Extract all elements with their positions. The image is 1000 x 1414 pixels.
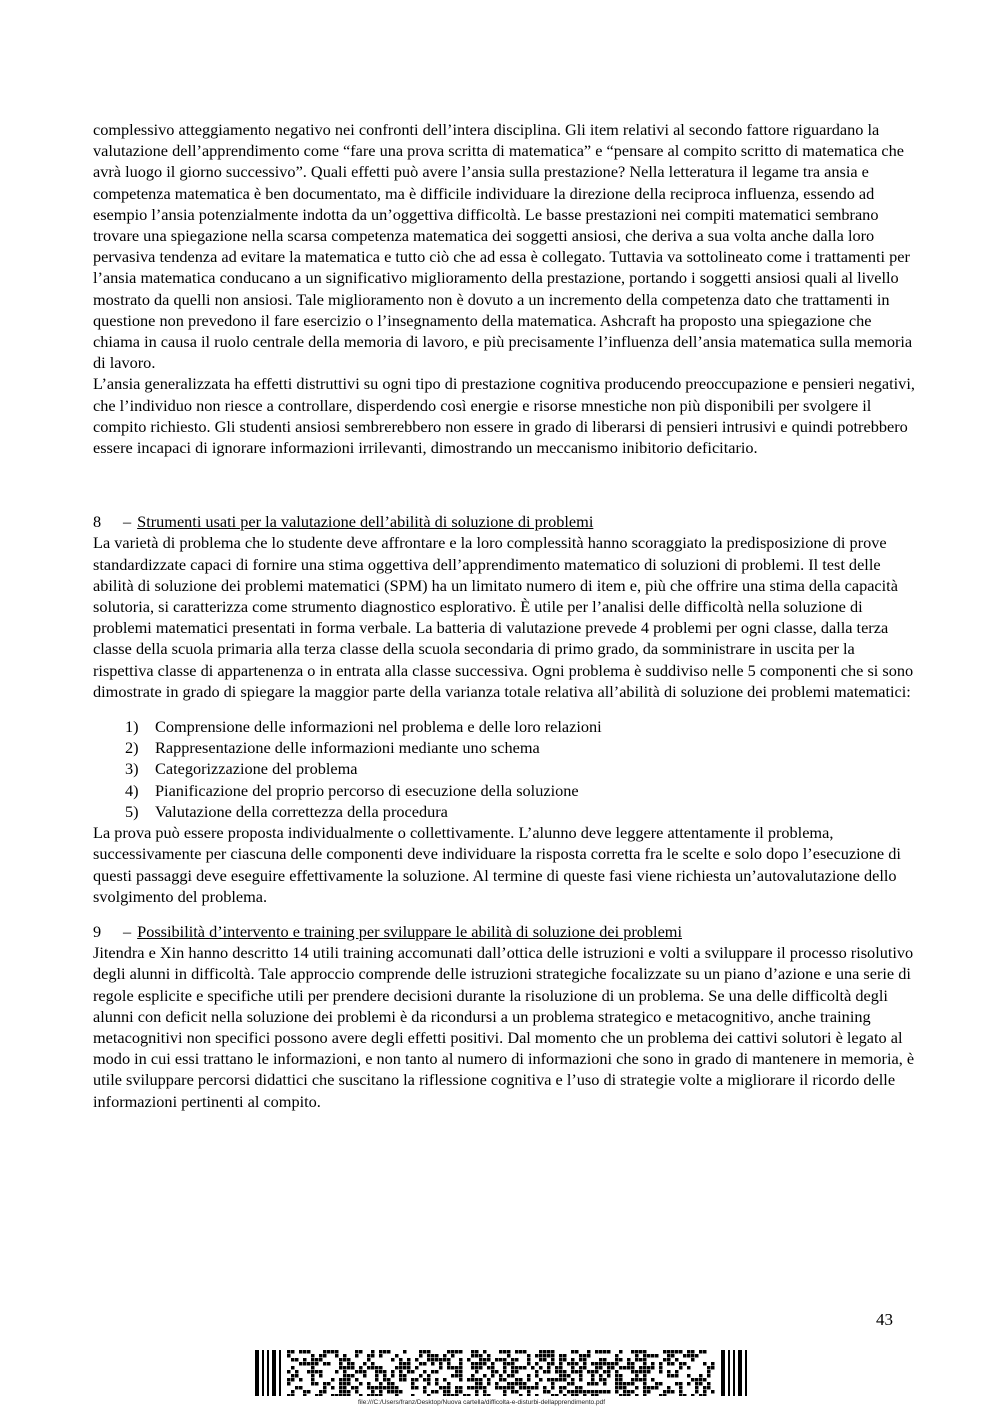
list-item-text: Rappresentazione delle informazioni mediante uno schema	[155, 738, 540, 758]
list-item	[125, 758, 915, 779]
section-dash: –	[123, 921, 132, 941]
numbered-list	[93, 716, 915, 822]
section-number: 9	[93, 921, 102, 941]
list-item-text: Categorizzazione del problema	[155, 759, 358, 779]
footer-file-path: file:///C:/Users/franz/Desktop/Nuova cartella/difficolta-e-disturbi-dellapprendimento.pdf	[358, 1399, 605, 1406]
list-index: 1)	[125, 717, 139, 737]
section-heading-8	[93, 511, 915, 532]
paragraph: La prova può essere proposta individualmente o collettivamente. L’alunno deve leggere attentamente il problema, successivamente per ciascuna delle componenti deve individuare la risposta corretta fra le scelte e solo dopo l’esecuzione di questi passaggi deve eseguire effettivamente la soluzione. Al termine di queste fasi viene richiesta un’autovalutazione dello svolgimento del problema.	[93, 823, 901, 906]
list-item	[125, 780, 915, 801]
paragraph: L’ansia generalizzata ha effetti distruttivi su ogni tipo di prestazione cognitiva producendo preoccupazione e pensieri negativi, che l’individuo non riesce a controllare, disperdendo così energie e risorse mnestiche non più disponibili per svolgere il compito richiesto. Gli studenti ansiosi sembrerebbero non essere in grado di liberarsi di pensieri intrusivi e quindi potrebbero essere incapaci di ignorare informazioni irrilevanti, dimostrando un meccanismo inibitorio deficitario.	[93, 374, 915, 458]
page-number: 43	[876, 1310, 893, 1329]
section-number: 8	[93, 512, 102, 532]
list-index: 2)	[125, 738, 139, 758]
list-index: 3)	[125, 759, 139, 779]
list-item	[125, 801, 915, 822]
list-item	[125, 737, 915, 758]
list-item-text: Pianificazione del proprio percorso di esecuzione della soluzione	[155, 780, 579, 800]
list-item	[125, 716, 915, 737]
list-index: 5)	[125, 801, 139, 821]
page-content	[93, 119, 915, 1112]
section-dash: –	[123, 512, 132, 532]
barcode-image	[255, 1350, 750, 1396]
paragraph: complessivo atteggiamento negativo nei confronti dell’intera disciplina. Gli item relativi al secondo fattore riguardano la valutazione dell’apprendimento come “fare una prova scritta di matematica” e “pensare al compito scritto di matematica che avrà luogo il giorno successivo”. Quali effetti può avere l’ansia sulla prestazione? Nella letteratura il legame tra ansia e competenza matematica è ben documentato, ma è difficile individuare la direzione della reciproca influenza, essendo ad esempio l’ansia potenzialmente indotta da un’oggettiva difficoltà. Le basse prestazioni nei compiti matematici sembrano trovare una spiegazione nella scarsa competenza matematica dei soggetti ansiosi, che deriva a sua volta anche dalla loro pervasiva tendenza ad evitare la matematica e tutto ciò che ad essa è collegato. Tuttavia va sottolineato come i trattamenti per l’ansia matematica conducano a un significativo miglioramento della prestazione, portando i soggetti ansiosi quali al livello mostrato da quelli non ansiosi. Tale miglioramento non è dovuto a un incremento della competenza dato che trattamenti in questione non prevedono il fare esercizio o l’insegnamento della matematica. Ashcraft ha proposto una spiegazione che chiama in causa il ruolo centrale della memoria di lavoro, e più precisamente l’influenza dell’ansia matematica sulla memoria di lavoro.	[93, 120, 913, 373]
list-item-text: Valutazione della correttezza della procedura	[155, 801, 448, 821]
list-index: 4)	[125, 780, 139, 800]
list-item-text: Comprensione delle informazioni nel problema e delle loro relazioni	[155, 717, 602, 737]
section-title: Possibilità d’intervento e training per sviluppare le abilità di soluzione dei problemi	[137, 921, 682, 941]
section-heading-9	[93, 921, 915, 942]
section-title: Strumenti usati per la valutazione dell’abilità di soluzione di problemi	[137, 512, 594, 532]
paragraph: Jitendra e Xin hanno descritto 14 utili training accomunati dall’ottica delle istruzioni e volti a sviluppare il processo risolutivo degli alunni in difficoltà. Tale approccio comprende delle istruzioni strategiche focalizzate su un piano d’azione e una serie di regole esplicite e specifiche utili per prendere decisioni durante la risoluzione di un problema. Se una delle difficoltà degli alunni con deficit nella soluzione dei problemi è da ricondursi a un problema strategico e metacognitivo, anche training metacognitivi non specifici possono avere degli effetti positivi. Dal momento che un problema dei cattivi solutori è legato al modo in cui essi trattano le informazioni, e non tanto al numero di informazioni che sono in grado di mantenere in memoria, è utile sviluppare percorsi didattici che suscitano la riflessione cognitiva e l’uso di strategie volte a migliorare il ricordo delle informazioni pertinenti al compito.	[93, 943, 915, 1111]
paragraph: La varietà di problema che lo studente deve affrontare e la loro complessità hanno scoraggiato la predisposizione di prove standardizzate capaci di fornire una stima oggettiva dell’apprendimento matematico di soluzioni di problemi. Il test delle abilità di soluzione dei problemi matematici (SPM) ha un limitato numero di item e, più che offrire una stima della capacità solutoria, si caratterizza come strumento diagnostico esplorativo. È utile per l’analisi delle difficoltà nella soluzione di problemi matematici presentati in forma verbale. La batteria di valutazione prevede 4 problemi per ogni classe, dalla terza classe della scuola primaria alla terza classe della scuola secondaria di primo grado, da somministrare in uscita per la rispettiva classe di appartenenza o in entrata alla classe successiva. Ogni problema è suddiviso nelle 5 componenti che si sono dimostrate in grado di spiegare la maggior parte della varianza totale relativa all’abilità di soluzione dei problemi matematici:	[93, 533, 914, 701]
